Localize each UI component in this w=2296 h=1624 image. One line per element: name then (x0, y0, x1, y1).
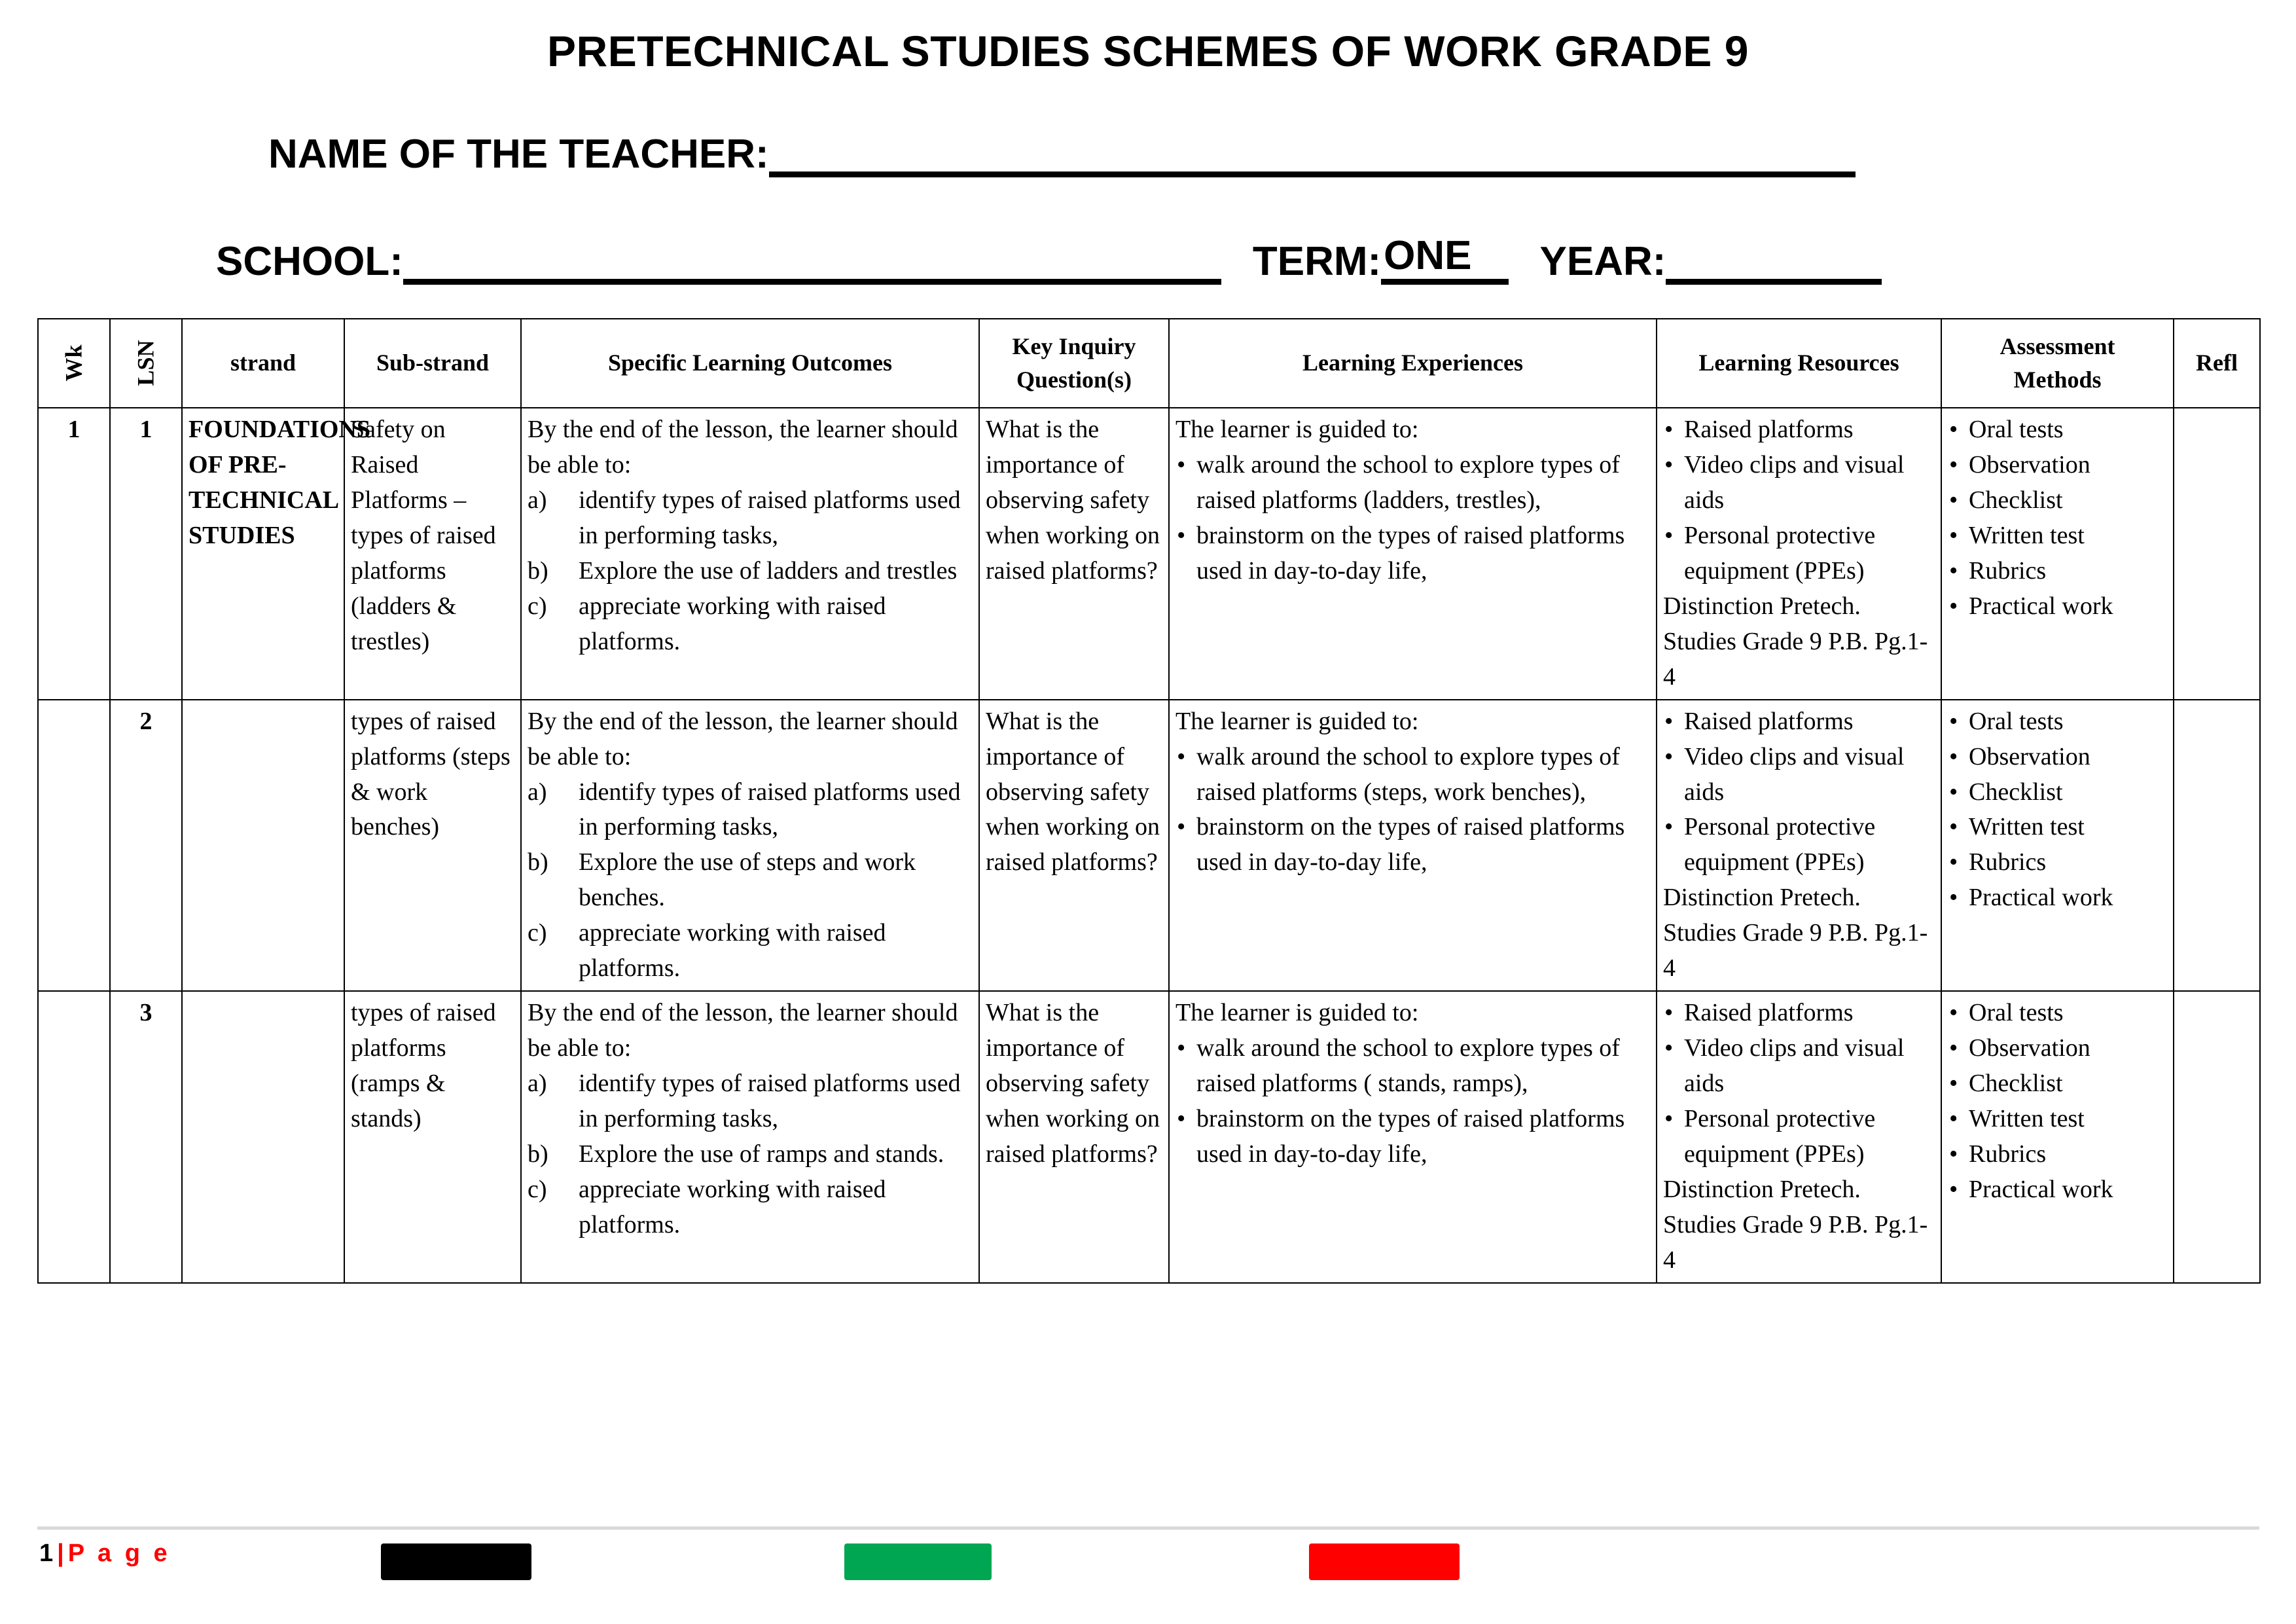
slo-list (528, 483, 973, 660)
cell-specific-learning-outcomes (521, 991, 979, 1283)
column-header-strand: strand (182, 319, 344, 408)
lres-item: • Video clips and visual aids (1663, 448, 1935, 518)
slo-item (528, 845, 973, 916)
assessment-item: • Rubrics (1948, 845, 2167, 880)
cell-week (38, 700, 110, 992)
lexp-lead: The learner is guided to: (1175, 707, 1419, 735)
slo-lead: By the end of the lesson, the learner should be able to: (528, 707, 958, 770)
slo-item (528, 775, 973, 846)
cell-week: 1 (38, 408, 110, 700)
assessment-item: • Oral tests (1948, 996, 2167, 1031)
lexp-item: • walk around the school to explore types of raised platforms ( stands, ramps), (1175, 1031, 1650, 1102)
assessment-item: • Observation (1948, 1031, 2167, 1066)
key-inquiry-header-line1: Key Inquiry (1012, 333, 1136, 359)
slo-item (528, 1066, 973, 1137)
cell-specific-learning-outcomes (521, 408, 979, 700)
assessment-item: • Written test (1948, 518, 2167, 554)
slo-marker: b) (528, 1140, 548, 1168)
cell-lesson: 3 (110, 991, 182, 1283)
teacher-name-line (268, 131, 1856, 177)
cell-reflection[interactable] (2174, 408, 2260, 700)
lres-item: • Personal protective equipment (PPEs) (1663, 1102, 1935, 1172)
lres-item: • Personal protective equipment (PPEs) (1663, 810, 1935, 880)
cell-learning-experiences (1169, 408, 1657, 700)
slo-marker: b) (528, 848, 548, 876)
assessment-item: • Practical work (1948, 589, 2167, 624)
lres-item: • Raised platforms (1663, 996, 1935, 1031)
column-header-learning-experiences: Learning Experiences (1169, 319, 1657, 408)
slo-item (528, 916, 973, 986)
table-row (38, 700, 2260, 992)
column-header-wk: Wk (38, 319, 110, 408)
assessment-item: • Observation (1948, 740, 2167, 775)
lres-item: • Raised platforms (1663, 412, 1935, 448)
lexp-item: • brainstorm on the types of raised platforms used in day-to-day life, (1175, 1102, 1650, 1172)
slo-marker: a) (528, 1070, 547, 1098)
slo-text: appreciate working with raised platforms. (579, 592, 886, 655)
cell-assessment-methods (1941, 700, 2174, 992)
lexp-list (1175, 1031, 1650, 1172)
slo-text: Explore the use of steps and work benches. (579, 848, 916, 912)
lres-reference: Distinction Pretech. Studies Grade 9 P.B. Pg.1-4 (1663, 884, 1928, 983)
slo-item (528, 1172, 973, 1243)
school-label: SCHOOL: (216, 239, 403, 284)
teacher-name-blank[interactable] (769, 137, 1856, 177)
lexp-lead: The learner is guided to: (1175, 416, 1419, 443)
column-header-learning-resources: Learning Resources (1657, 319, 1941, 408)
cell-strand (182, 991, 344, 1283)
cell-assessment-methods (1941, 991, 2174, 1283)
key-inquiry-header-line2: Question(s) (1016, 367, 1132, 393)
cell-strand: FOUNDATIONS OF PRE-TECHNICAL STUDIES (182, 408, 344, 700)
assessment-header-line1: Assessment (2000, 333, 2115, 359)
slo-lead: By the end of the lesson, the learner should be able to: (528, 999, 958, 1062)
assessment-header-line2: Methods (2013, 367, 2102, 393)
assessment-item: • Oral tests (1948, 412, 2167, 448)
assessment-list (1948, 996, 2167, 1208)
assessment-item: • Oral tests (1948, 704, 2167, 740)
assessment-item: • Written test (1948, 810, 2167, 845)
cell-specific-learning-outcomes (521, 700, 979, 992)
table-row (38, 408, 2260, 700)
table-header-row (38, 319, 2260, 408)
assessment-item: • Written test (1948, 1102, 2167, 1137)
table-row (38, 991, 2260, 1283)
lexp-lead: The learner is guided to: (1175, 999, 1419, 1027)
cell-assessment-methods (1941, 408, 2174, 700)
column-header-refl: Refl (2174, 319, 2260, 408)
lres-list (1663, 704, 1935, 881)
slo-item (528, 1137, 973, 1172)
schemes-of-work-table (37, 318, 2261, 1284)
flag-bar-black (381, 1543, 531, 1580)
cell-learning-experiences (1169, 700, 1657, 992)
cell-learning-resources (1657, 700, 1941, 992)
cell-learning-resources (1657, 408, 1941, 700)
assessment-item: • Practical work (1948, 880, 2167, 916)
slo-text: identify types of raised platforms used in performing tasks, (579, 486, 961, 549)
column-header-sub-strand: Sub-strand (344, 319, 521, 408)
lres-reference: Distinction Pretech. Studies Grade 9 P.B. Pg.1-4 (1663, 592, 1928, 691)
assessment-item: • Observation (1948, 448, 2167, 483)
lexp-item: • walk around the school to explore types of raised platforms (ladders, trestles), (1175, 448, 1650, 518)
cell-learning-resources (1657, 991, 1941, 1283)
slo-marker: a) (528, 778, 547, 806)
slo-text: Explore the use of ramps and stands. (579, 1140, 944, 1168)
cell-learning-experiences (1169, 991, 1657, 1283)
column-header-lsn: LSN (110, 319, 182, 408)
cell-lesson: 1 (110, 408, 182, 700)
cell-strand (182, 700, 344, 992)
cell-sub-strand: types of raised platforms (ramps & stands) (344, 991, 521, 1283)
page-number-label (39, 1540, 171, 1568)
assessment-item: • Checklist (1948, 483, 2167, 518)
term-blank[interactable] (1475, 245, 1509, 285)
cell-sub-strand: Safety on Raised Platforms – types of raised platforms (ladders & trestles) (344, 408, 521, 700)
assessment-list (1948, 412, 2167, 624)
assessment-item: • Rubrics (1948, 554, 2167, 589)
slo-list (528, 1066, 973, 1243)
slo-text: identify types of raised platforms used in performing tasks, (579, 778, 961, 841)
slo-marker: b) (528, 556, 548, 585)
page-number: 1 (39, 1540, 54, 1567)
column-header-key-inquiry-question (979, 319, 1169, 408)
slo-item (528, 554, 973, 589)
column-header-assessment-methods (1941, 319, 2174, 408)
lexp-item: • brainstorm on the types of raised platforms used in day-to-day life, (1175, 810, 1650, 880)
slo-text: appreciate working with raised platforms. (579, 1176, 886, 1238)
document-title: PRETECHNICAL STUDIES SCHEMES OF WORK GRADE 9 (547, 27, 1749, 75)
cell-lesson: 2 (110, 700, 182, 992)
lres-list (1663, 412, 1935, 589)
table-body (38, 408, 2260, 1283)
assessment-item: • Checklist (1948, 1066, 2167, 1102)
column-header-specific-learning-outcomes: Specific Learning Outcomes (521, 319, 979, 408)
school-term-year-line (216, 232, 1882, 285)
footer-divider (37, 1526, 2259, 1530)
cell-week (38, 991, 110, 1283)
lres-list (1663, 996, 1935, 1172)
slo-marker: c) (528, 1176, 547, 1204)
lres-reference: Distinction Pretech. Studies Grade 9 P.B. Pg.1-4 (1663, 1176, 1928, 1274)
lexp-list (1175, 740, 1650, 881)
year-blank[interactable] (1666, 245, 1882, 285)
year-label: YEAR: (1539, 239, 1666, 284)
slo-lead: By the end of the lesson, the learner should be able to: (528, 416, 958, 478)
lexp-item: • brainstorm on the types of raised platforms used in day-to-day life, (1175, 518, 1650, 589)
slo-item (528, 483, 973, 554)
slo-marker: c) (528, 919, 547, 947)
flag-bar-red (1309, 1543, 1460, 1580)
cell-key-inquiry-question: What is the importance of observing safety when working on raised platforms? (979, 408, 1169, 700)
flag-bar-green (844, 1543, 992, 1580)
lres-item: • Video clips and visual aids (1663, 740, 1935, 810)
cell-key-inquiry-question: What is the importance of observing safety when working on raised platforms? (979, 700, 1169, 992)
slo-text: appreciate working with raised platforms. (579, 919, 886, 983)
slo-item (528, 589, 973, 660)
school-name-blank[interactable] (403, 245, 1221, 285)
slo-marker: c) (528, 592, 547, 620)
page-word: P a g e (67, 1540, 171, 1567)
cell-reflection[interactable] (2174, 700, 2260, 992)
teacher-label: NAME OF THE TEACHER: (268, 132, 769, 177)
lres-item: • Personal protective equipment (PPEs) (1663, 518, 1935, 589)
assessment-list (1948, 704, 2167, 916)
slo-marker: a) (528, 486, 547, 514)
page-separator: | (57, 1540, 64, 1567)
lexp-item: • walk around the school to explore types of raised platforms (steps, work benches), (1175, 740, 1650, 810)
slo-list (528, 775, 973, 987)
lres-item: • Raised platforms (1663, 704, 1935, 740)
assessment-item: • Rubrics (1948, 1137, 2167, 1172)
cell-key-inquiry-question: What is the importance of observing safety when working on raised platforms? (979, 991, 1169, 1283)
assessment-item: • Checklist (1948, 775, 2167, 810)
cell-reflection[interactable] (2174, 991, 2260, 1283)
lres-item: • Video clips and visual aids (1663, 1031, 1935, 1102)
assessment-item: • Practical work (1948, 1172, 2167, 1208)
slo-text: Explore the use of ladders and trestles (579, 556, 958, 585)
term-label: TERM: (1252, 239, 1382, 284)
slo-text: identify types of raised platforms used in performing tasks, (579, 1070, 961, 1133)
term-value[interactable]: ONE (1381, 232, 1474, 285)
cell-sub-strand: types of raised platforms (steps & work benches) (344, 700, 521, 992)
lexp-list (1175, 448, 1650, 589)
